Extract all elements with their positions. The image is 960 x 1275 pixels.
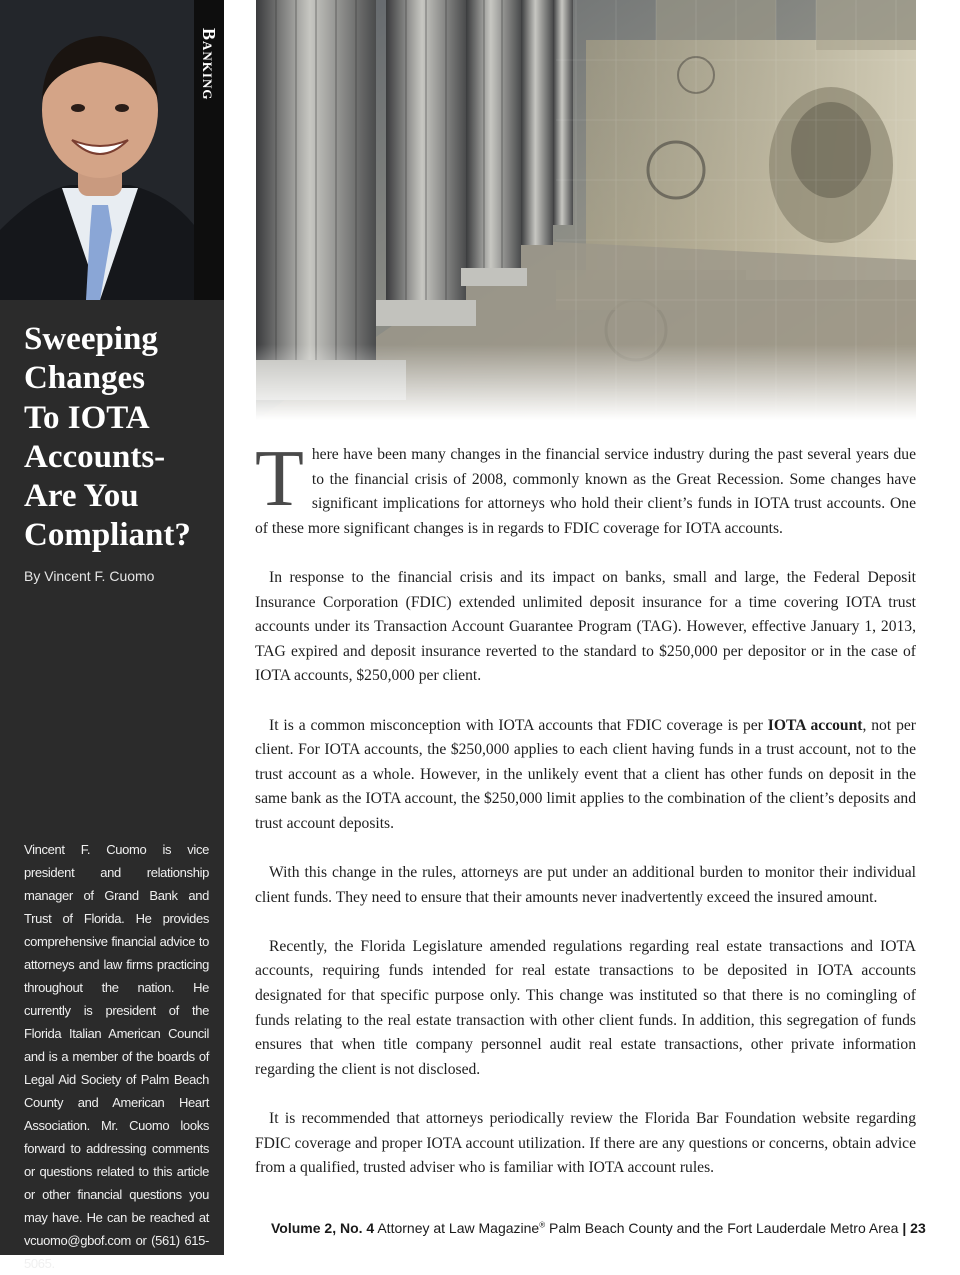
columns-and-currency-illustration [256, 0, 916, 420]
page-number: 23 [910, 1220, 926, 1236]
paragraph-text: , not per client. For IOTA accounts, the $250,000 applies to each client having funds in a trust account, not to the trust account as a whole. However, in the unlikely event that a client has other funds on deposit in the same bank as the IOTA account, the $250,000 limit applies to the combination of the client’s deposits and trust account deposits. [255, 716, 916, 832]
byline: By Vincent F. Cuomo [24, 568, 155, 584]
author-portrait-image [0, 0, 194, 300]
author-photo [0, 0, 194, 300]
drop-cap: T [255, 435, 304, 523]
footer-volume: Volume 2, No. 4 [271, 1220, 375, 1236]
article-body [255, 435, 916, 1205]
section-label [194, 0, 224, 300]
title-line: To IOTA [24, 399, 150, 436]
title-line: Are You [24, 478, 139, 515]
author-bio: Vincent F. Cuomo is vice president and relationship manager of Grand Bank and Trust of Florida. He provides comprehensive financial advice to attorneys and law firms practicing throughout the nation. He currently is president of the Florida Italian American Council and is a member of the boards of Legal Aid Society of Palm Beach County and American Heart Association. Mr. Cuomo looks forward to addressing comments or questions related to this article or other financial questions you may have. He can be reached at vcuomo@gbof.com or (561) 615-5065. [24, 842, 209, 1271]
section-label-text: Banking [199, 28, 219, 101]
sidebar [0, 0, 224, 1271]
footer-separator: | [902, 1220, 907, 1236]
article-paragraph-4: With this change in the rules, attorneys are put under an additional burden to monitor their individual client funds. They need to ensure that their amounts never inadvertently exceed the insured amount. [255, 864, 916, 906]
page-footer [271, 1220, 926, 1236]
title-line: Changes [24, 360, 146, 397]
article-title [24, 320, 214, 556]
article-paragraph-3 [255, 714, 916, 837]
paragraph-text: It is a common misconception with IOTA accounts that FDIC coverage is per [269, 716, 768, 734]
hero-image [256, 0, 916, 420]
footer-registered-mark: ® [539, 1220, 546, 1230]
title-line: Sweeping [24, 321, 158, 357]
article-paragraph-6: It is recommended that attorneys periodically review the Florida Bar Foundation website regarding FDIC coverage and proper IOTA account utilization. If there are any questions or concerns, obtain advice from a qualified, trusted adviser who is familiar with IOTA account rules. [255, 1110, 916, 1177]
footer-magazine: Attorney at Law Magazine [377, 1220, 540, 1236]
footer-region: Palm Beach County and the Fort Lauderdale Metro Area [549, 1220, 899, 1236]
title-line: Accounts- [24, 438, 166, 475]
title-line: Compliant? [24, 517, 191, 554]
article-paragraph-5: Recently, the Florida Legislature amended regulations regarding real estate transactions and IOTA accounts, requiring funds intended for real estate transactions to be deposited in IOTA accounts designated for that specific purpose only. This change was instituted so that there is no comingling of funds relating to the real estate transaction with other client funds. In addition, this segregation of funds ensures that when title company personnel audit real estate transactions, other private information regarding the client is not disclosed. [255, 937, 916, 1078]
emphasis-text: IOTA account [767, 716, 863, 734]
article-paragraph-1 [255, 435, 916, 541]
paragraph-text: here have been many changes in the financial service industry during the past several years due to the financial crisis of 2008, commonly known as the Great Recession. Some changes have significant implications for attorneys who hold their client’s funds in IOTA trust accounts. One of these more significant changes is in regards to FDIC coverage for IOTA accounts. [255, 446, 916, 537]
article-paragraph-2: In response to the financial crisis and its impact on banks, small and large, the Federal Deposit Insurance Corporation (FDIC) extended unlimited deposit insurance for a time covering IOTA trust accounts under its Transaction Account Guarantee Program (TAG). However, effective January 1, 2013, TAG expired and deposit insurance reverted to the standard to $250,000 per depositor or in the case of IOTA accounts, $250,000 per client. [255, 568, 916, 685]
